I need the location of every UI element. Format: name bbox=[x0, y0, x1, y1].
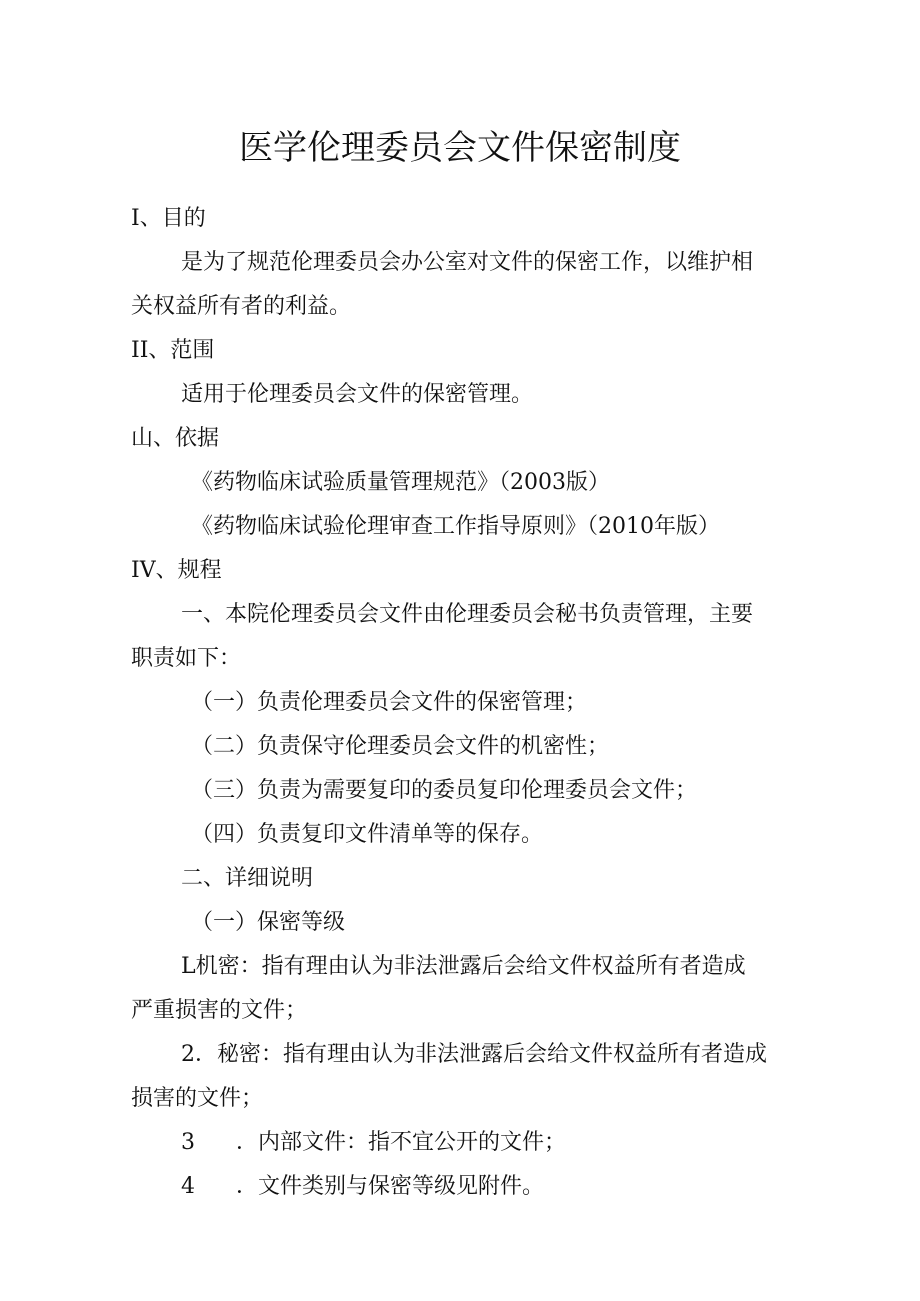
procedure-p1-line1: 一、本院伦理委员会文件由伦理委员会秘书负责管理，主要 bbox=[181, 602, 754, 627]
duty-item: （四）负责复印文件清单等的保存。 bbox=[191, 822, 544, 847]
document-title: 医学伦理委员会文件保密制度 bbox=[239, 128, 681, 168]
level-1-line2: 严重损害的文件； bbox=[131, 998, 308, 1023]
level-2-line2: 损害的文件； bbox=[131, 1086, 264, 1111]
procedure-p1-line2: 职责如下： bbox=[131, 646, 242, 671]
level-4-number: 4 bbox=[181, 1174, 195, 1199]
subsection-heading-confidentiality-level: （一）保密等级 bbox=[191, 910, 346, 935]
level-4-text: ．文件类别与保密等级见附件。 bbox=[236, 1174, 545, 1199]
purpose-text-line2: 关权益所有者的利益。 bbox=[131, 294, 352, 319]
scope-text: 适用于伦理委员会文件的保密管理。 bbox=[181, 382, 534, 407]
basis-reference-1: 《药物临床试验质量管理规范》（2003版） bbox=[191, 470, 610, 495]
purpose-text-line1: 是为了规范伦理委员会办公室对文件的保密工作，以维护相 bbox=[181, 250, 754, 275]
level-2-line1: 2．秘密：指有理由认为非法泄露后会给文件权益所有者造成 bbox=[181, 1042, 767, 1067]
section-heading-basis: 山、依据 bbox=[131, 426, 220, 451]
duty-item: （一）负责伦理委员会文件的保密管理； bbox=[191, 690, 588, 715]
level-3-number: 3 bbox=[181, 1130, 195, 1155]
section-heading-scope: II、范围 bbox=[131, 338, 215, 363]
basis-reference-2: 《药物临床试验伦理审查工作指导原则》（2010年版） bbox=[191, 514, 720, 539]
duty-item: （二）负责保守伦理委员会文件的机密性； bbox=[191, 734, 610, 759]
level-3-text: ．内部文件：指不宜公开的文件； bbox=[236, 1130, 567, 1155]
section-heading-purpose: I、目的 bbox=[131, 206, 206, 231]
section-heading-procedure: IV、规程 bbox=[131, 558, 222, 583]
procedure-p2-heading: 二、详细说明 bbox=[181, 866, 314, 891]
duty-item: （三）负责为需要复印的委员复印伦理委员会文件； bbox=[191, 778, 698, 803]
level-1-line1: L机密：指有理由认为非法泄露后会给文件权益所有者造成 bbox=[181, 954, 746, 979]
